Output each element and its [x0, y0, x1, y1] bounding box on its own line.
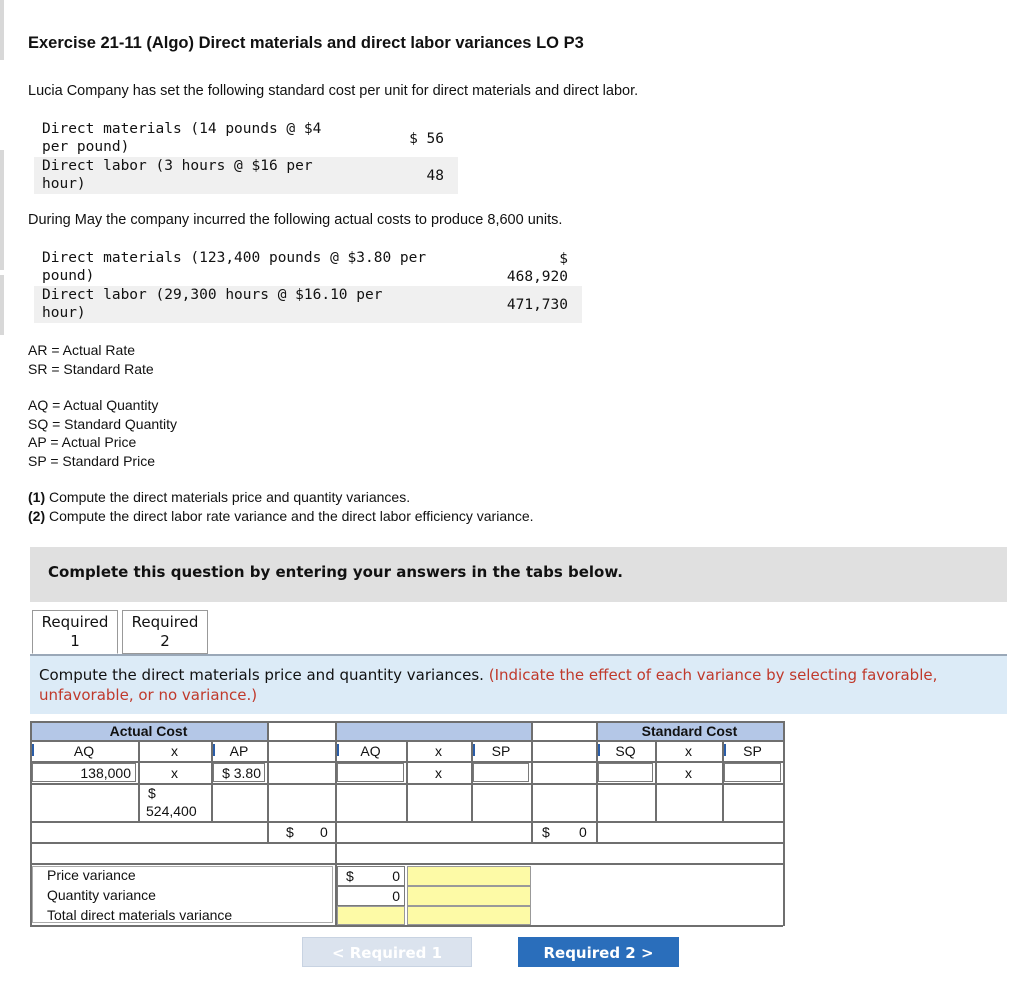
grid-line	[596, 721, 598, 843]
grid-line	[783, 721, 785, 926]
standard-materials-amount: $ 56	[409, 130, 444, 147]
grid-line	[30, 842, 783, 844]
dropdown-marker	[724, 744, 726, 756]
grid-line	[531, 721, 533, 843]
ap-value: $ 3.80	[222, 765, 261, 781]
dropdown-marker	[213, 744, 215, 756]
abbr-sp: SP = Standard Price	[28, 452, 155, 469]
grid-line	[30, 863, 783, 865]
sp-middle-input[interactable]	[473, 763, 529, 782]
grid-line	[267, 721, 269, 843]
standard-cost-header: Standard Cost	[641, 723, 738, 739]
quantity-variance-effect-select[interactable]	[407, 886, 531, 906]
label-x-middle: x	[435, 743, 442, 759]
abbr-aq: AQ = Actual Quantity	[28, 397, 159, 413]
standard-row-materials	[34, 120, 458, 157]
total-variance-amount[interactable]	[337, 906, 405, 925]
requirement-2-text: Compute the direct labor rate variance and the direct labor efficiency variance.	[45, 508, 534, 524]
sp-input[interactable]	[724, 763, 781, 782]
abbr-sq: SQ = Standard Quantity	[28, 415, 178, 432]
x-operator-standard: x	[685, 765, 692, 781]
abbr-ap: AP = Actual Price	[28, 434, 137, 450]
actual-materials-amount: $ 468,920	[506, 250, 568, 285]
requirement-1-text: Compute the direct materials price and quantity variances.	[45, 489, 411, 505]
requirement-2	[28, 507, 534, 526]
price-variance-label: Price variance	[47, 867, 136, 883]
actual-labor-label: Direct labor (29,300 hours @ $16.10 per hour)	[34, 286, 502, 323]
instructions-banner	[30, 547, 1007, 602]
actual-intro-text: During May the company incurred the following actual costs to produce 8,600 units.	[28, 212, 563, 228]
tab-required-1-label: Required	[41, 613, 109, 631]
actual-cost-table	[34, 249, 582, 323]
x-operator-middle: x	[435, 765, 442, 781]
grid-line	[30, 821, 783, 823]
instruction-note: (Indicate the effect of each variance by selecting favorable, unfavorable, or no variance.)	[39, 666, 938, 704]
price-variance-dollar: $	[346, 868, 354, 884]
standard-labor-amount: 48	[382, 157, 458, 194]
left-rule	[0, 0, 4, 60]
label-sp: SP	[743, 743, 762, 759]
middle-header-bar	[335, 721, 531, 740]
actual-materials-label: Direct materials (123,400 pounds @ $3.80 per pound)	[42, 250, 427, 284]
instruction-text	[39, 665, 989, 705]
quantity-variance-label: Quantity variance	[47, 887, 156, 903]
requirement-1	[28, 488, 410, 507]
x-operator: x	[171, 765, 178, 781]
actual-row-materials	[34, 249, 582, 286]
actual-row-labor	[34, 286, 582, 323]
aq-value: 138,000	[80, 765, 131, 781]
instruction-main: Compute the direct materials price and quantity variances.	[39, 666, 489, 684]
dropdown-marker	[337, 744, 339, 756]
label-x-standard: x	[685, 743, 692, 759]
dropdown-marker	[32, 744, 34, 756]
standard-cost-table	[34, 120, 458, 194]
tab-required-2-number: 2	[160, 632, 170, 650]
tab-required-1[interactable]	[32, 610, 118, 654]
tab-required-2-label: Required	[131, 613, 199, 631]
actual-total-value: 524,400	[146, 803, 197, 819]
left-rule	[0, 275, 4, 335]
requirement-1-number: (1)	[28, 489, 46, 505]
quantity-variance-value: 0	[392, 888, 400, 904]
total-variance-effect-select[interactable]	[407, 906, 531, 925]
dropdown-marker	[598, 744, 600, 756]
price-variance-value: 0	[392, 868, 400, 884]
price-variance-effect-select[interactable]	[407, 866, 531, 886]
standard-row-labor	[34, 157, 458, 194]
standard-labor-label: Direct labor (3 hours @ $16 per hour)	[34, 157, 382, 194]
actual-labor-amount: 471,730	[502, 286, 582, 323]
left-rule	[0, 150, 4, 270]
price-variance-amount[interactable]	[337, 866, 405, 886]
actual-cost-dollar: $	[286, 824, 294, 840]
standard-materials-label: Direct materials (14 pounds @ $4 per pound)	[42, 121, 322, 155]
dropdown-marker	[473, 744, 475, 756]
label-ap: AP	[229, 743, 249, 759]
middle-cost-dollar: $	[542, 824, 550, 840]
next-required-button[interactable]: Required 2 >	[518, 937, 679, 967]
quantity-variance-amount[interactable]	[337, 886, 405, 906]
label-sq: SQ	[615, 743, 636, 759]
banner-text: Complete this question by entering your answers in the tabs below.	[48, 563, 623, 581]
abbr-ar: AR = Actual Rate	[28, 342, 136, 358]
label-aq: AQ	[73, 743, 95, 759]
ap-input[interactable]	[213, 763, 265, 782]
rate-abbreviations	[28, 341, 154, 378]
actual-cost-header: Actual Cost	[109, 723, 188, 739]
prev-required-button[interactable]: < Required 1	[302, 937, 472, 967]
label-x: x	[171, 743, 178, 759]
actual-total-dollar: $	[148, 785, 156, 801]
instruction-box	[30, 656, 1007, 714]
requirement-2-number: (2)	[28, 508, 46, 524]
label-sp-middle: SP	[491, 743, 511, 759]
aq-middle-input[interactable]	[337, 763, 404, 782]
exercise-title: Exercise 21-11 (Algo) Direct materials and direct labor variances LO P3	[28, 34, 584, 52]
aq-input[interactable]	[32, 763, 136, 782]
total-variance-label: Total direct materials variance	[47, 907, 233, 923]
sq-input[interactable]	[598, 763, 653, 782]
abbr-sr: SR = Standard Rate	[28, 360, 154, 377]
actual-cost-total: 0	[320, 824, 328, 840]
grid-line	[30, 925, 783, 927]
tab-required-2[interactable]	[122, 610, 208, 654]
quantity-abbreviations	[28, 396, 177, 470]
middle-cost-total: 0	[579, 824, 587, 840]
intro-text: Lucia Company has set the following standard cost per unit for direct materials and direct labor.	[28, 83, 639, 99]
tab-required-1-number: 1	[70, 632, 80, 650]
label-aq-middle: AQ	[360, 743, 381, 759]
